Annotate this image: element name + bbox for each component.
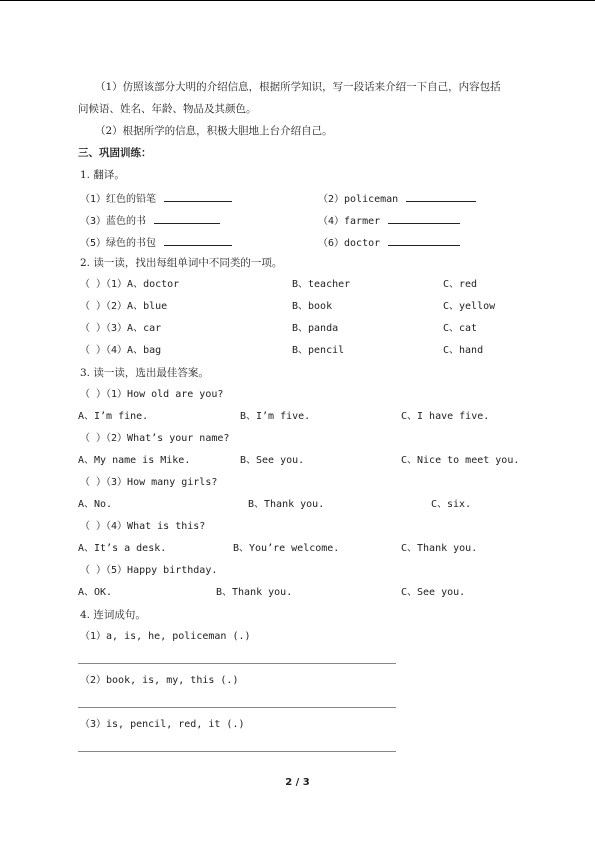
answer-paren[interactable]: （ ） <box>80 389 107 400</box>
answer-paren[interactable]: （ ） <box>80 477 107 488</box>
answer-line[interactable] <box>78 707 396 708</box>
answer-paren[interactable]: （ ） <box>80 345 107 356</box>
q3-option-c: C、Thank you. <box>401 543 478 554</box>
q4-item: （1）a, is, he, policeman (.) <box>80 631 251 642</box>
q2-option-c: C、cat <box>443 323 478 334</box>
q2-row: （ ）（4）A、bag <box>80 345 162 356</box>
q1-item: （4）farmer <box>318 212 460 229</box>
q3-option-b: B、I’m five. <box>240 411 311 422</box>
q2-row: （ ）（1）A、doctor <box>80 279 180 290</box>
q1-item: （5）绿色的书包 <box>80 234 232 251</box>
q3-question: （ ）（1）How old are you? <box>80 389 224 400</box>
q1-item: （2）policeman <box>318 190 476 207</box>
page-top-border <box>0 0 595 1</box>
q2-option-b: B、book <box>292 301 333 312</box>
answer-blank[interactable] <box>154 212 220 224</box>
answer-paren[interactable]: （ ） <box>80 565 107 576</box>
q2-option-c: C、hand <box>443 345 484 356</box>
q2-option-b: B、panda <box>292 323 339 334</box>
q4-item: （3）is, pencil, red, it (.) <box>80 719 245 730</box>
q2-row: （ ）（2）A、blue <box>80 301 168 312</box>
q3-option-a: A、My name is Mike. <box>78 455 191 466</box>
q3-option-a: A、No. <box>78 499 113 510</box>
q3-option-c: C、Nice to meet you. <box>401 455 520 466</box>
q3-option-a: A、OK. <box>78 587 113 598</box>
answer-paren[interactable]: （ ） <box>80 521 107 532</box>
q3-option-a: A、It’s a desk. <box>78 543 167 554</box>
q2-option-b: B、teacher <box>292 279 351 290</box>
q3-option-c: C、six. <box>431 499 472 510</box>
answer-paren[interactable]: （ ） <box>80 323 107 334</box>
q1-item: （1）红色的铅笔 <box>80 190 232 207</box>
q1-item: （6）doctor <box>318 234 460 251</box>
q3-option-c: C、I have five. <box>401 411 490 422</box>
answer-line[interactable] <box>78 663 396 664</box>
answer-blank[interactable] <box>164 190 232 202</box>
q3-option-c: C、See you. <box>401 587 466 598</box>
q3-question: （ ）（2）What’s your name? <box>80 433 230 444</box>
q3-option-b: B、See you. <box>240 455 305 466</box>
q1-item: （3）蓝色的书 <box>80 212 220 229</box>
intro-paragraph-1-cont: 问候语、姓名、年龄、物品及其颜色。 <box>78 103 257 115</box>
q3-option-a: A、I’m fine. <box>78 411 149 422</box>
section-title: 三、巩固训练： <box>78 147 152 159</box>
page-number: 2 / 3 <box>285 777 310 788</box>
answer-paren[interactable]: （ ） <box>80 433 107 444</box>
intro-paragraph-2: （2）根据所学的信息，积极大胆地上台介绍自己。 <box>95 125 333 137</box>
q2-title: 2. 读一读，找出每组单词中不同类的一项。 <box>80 257 283 269</box>
answer-blank[interactable] <box>406 190 476 202</box>
answer-blank[interactable] <box>388 212 460 224</box>
answer-line[interactable] <box>78 751 396 752</box>
q2-option-c: C、red <box>443 279 478 290</box>
q3-option-b: B、Thank you. <box>216 587 293 598</box>
q3-option-b: B、You’re welcome. <box>233 543 340 554</box>
q3-question: （ ）（3）How many girls? <box>80 477 218 488</box>
q3-question: （ ）（5）Happy birthday. <box>80 565 218 576</box>
q2-row: （ ）（3）A、car <box>80 323 162 334</box>
q3-option-b: B、Thank you. <box>248 499 325 510</box>
q3-question: （ ）（4）What is this? <box>80 521 206 532</box>
intro-paragraph-1: （1）仿照该部分大明的介绍信息，根据所学知识，写一段话来介绍一下自己，内容包括 <box>95 81 501 93</box>
q2-option-b: B、pencil <box>292 345 345 356</box>
q4-title: 4. 连词成句。 <box>80 609 146 621</box>
q1-title: 1. 翻译。 <box>80 169 125 181</box>
q4-item: （2）book, is, my, this (.) <box>80 675 239 686</box>
answer-paren[interactable]: （ ） <box>80 301 107 312</box>
q2-option-c: C、yellow <box>443 301 496 312</box>
q3-title: 3. 读一读，选出最佳答案。 <box>80 367 209 379</box>
answer-blank[interactable] <box>388 234 460 246</box>
answer-paren[interactable]: （ ） <box>80 279 107 290</box>
answer-blank[interactable] <box>164 234 232 246</box>
